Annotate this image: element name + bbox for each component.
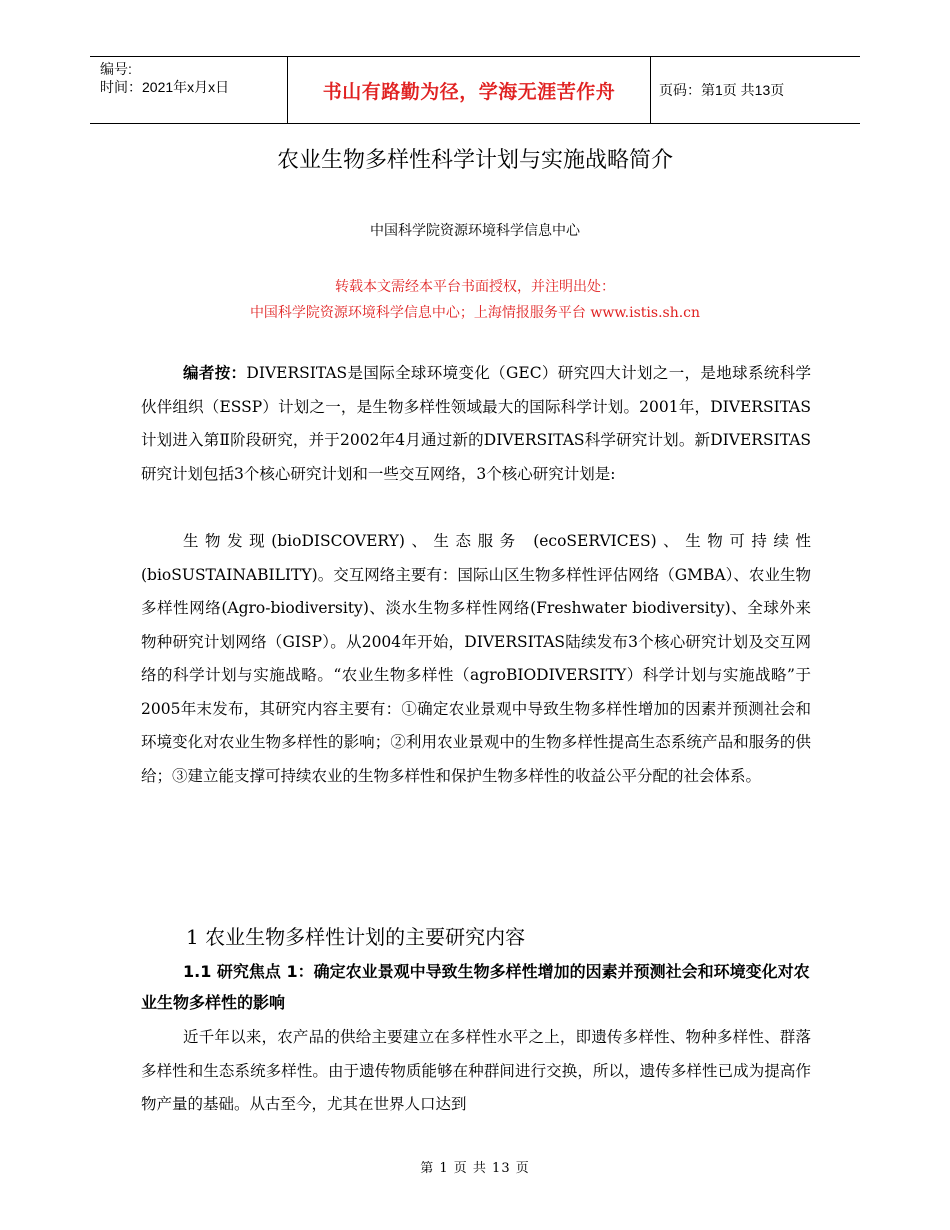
time-label: 时间：2021年x月x日 bbox=[100, 79, 230, 95]
header-motto: 书山有路勤为径，学海无涯苦作舟 bbox=[287, 57, 651, 123]
paragraph-2-text: 生物发现(bioDISCOVERY)、生态服务 (ecoSERVICES)、生物可持续性(bioSUSTAINABILITY)。交互网络主要有：国际山区生物多样性评估网络（GMBA）、农业生物多样性网络(Agro-biodiversity)、淡水生物多样性网络(Freshwater biodiversity)、全球外来物种研究计划网络（GISP）。从2004年开始，DIVERSITAS陆续发布3个核心研究计划及交互网络的科学计划与实施战略。“农业生物多样性（agroBIODIVERSITY）科学计划与实施战略”于2005年末发布，其研究内容主要有：①确定农业景观中导致生物多样性增加的因素并预测社会和环境变化对农业生物多样性的影响；②利用农业景观中的生物多样性提高生态系统产品和服务的供给；③建立能支撑可持续农业的生物多样性和保护生物多样性的收益公平分配的社会体系。 bbox=[141, 532, 811, 785]
editor-note-lead: 编者按： bbox=[183, 364, 247, 382]
editor-note bbox=[141, 357, 811, 491]
number-label: 编号: bbox=[100, 61, 132, 77]
paragraph-3 bbox=[141, 1021, 811, 1122]
notice-line-1: 转载本文需经本平台书面授权，并注明出处： bbox=[335, 279, 615, 295]
paragraph-3-text: 近千年以来，农产品的供给主要建立在多样性水平之上，即遗传多样性、物种多样性、群落多样性和生态系统多样性。由于遗传物质能够在种群间进行交换，所以，遗传多样性已成为提高作物产量的基础。从古至今，尤其在世界人口达到 bbox=[141, 1028, 811, 1113]
editor-note-text: DIVERSITAS是国际全球环境变化（GEC）研究四大计划之一，是地球系统科学伙伴组织（ESSP）计划之一，是生物多样性领域最大的国际科学计划。2001年，DIVERSITAS计划进入第Ⅱ阶段研究，并于2002年4月通过新的DIVERSITAS科学研究计划。新DIVERSITAS研究计划包括3个核心研究计划和一些交互网络，3个核心研究计划是: bbox=[141, 364, 811, 483]
document-title: 农业生物多样性科学计划与实施战略简介 bbox=[276, 148, 673, 173]
header-meta bbox=[90, 57, 287, 123]
section-1-heading: 1 农业生物多样性计划的主要研究内容 bbox=[186, 925, 526, 949]
header-page-info: 页码：第1页 共13页 bbox=[659, 82, 785, 98]
section-1-1-heading: 1.1 研究焦点 1：确定农业景观中导致生物多样性增加的因素并预测社会和环境变化对农业生物多样性的影响 bbox=[141, 962, 810, 1012]
header-table bbox=[90, 56, 860, 124]
copyright-notice bbox=[0, 274, 950, 326]
source-line: 中国科学院资源环境科学信息中心 bbox=[370, 223, 580, 239]
paragraph-2 bbox=[141, 525, 811, 793]
notice-line-2: 中国科学院资源环境科学信息中心；上海情报服务平台 www.istis.sh.cn bbox=[249, 305, 701, 321]
page-footer: 第 1 页 共 13 页 bbox=[420, 1161, 530, 1176]
